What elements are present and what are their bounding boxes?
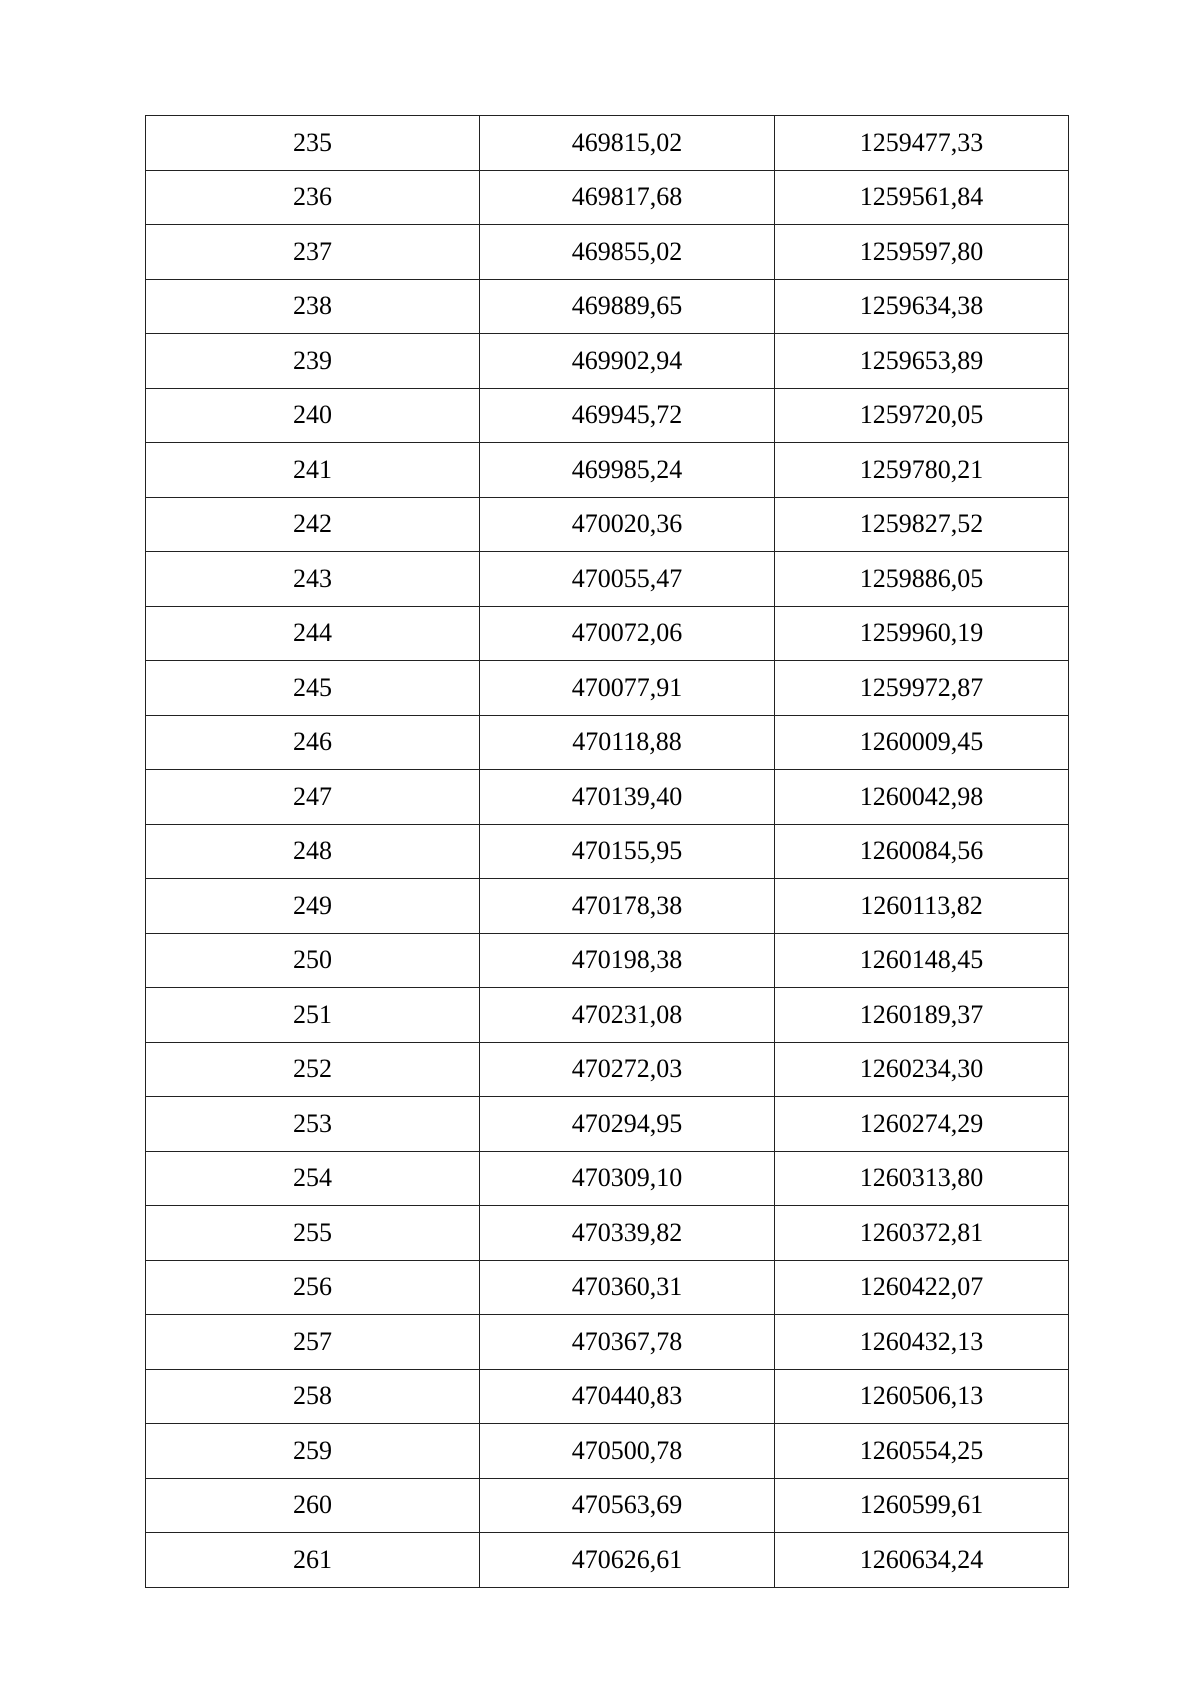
y-coordinate-cell: 1260372,81 — [775, 1206, 1069, 1261]
x-coordinate-cell: 470020,36 — [480, 497, 775, 552]
point-number-cell: 237 — [146, 225, 480, 280]
y-coordinate-cell: 1259886,05 — [775, 552, 1069, 607]
point-number-cell: 253 — [146, 1097, 480, 1152]
y-coordinate-cell: 1260634,24 — [775, 1533, 1069, 1588]
table-row — [146, 1478, 1069, 1533]
point-number-cell: 241 — [146, 443, 480, 498]
point-number-cell: 256 — [146, 1260, 480, 1315]
x-coordinate-cell: 470139,40 — [480, 770, 775, 825]
point-number-cell: 261 — [146, 1533, 480, 1588]
x-coordinate-cell: 470118,88 — [480, 715, 775, 770]
x-coordinate-cell: 470178,38 — [480, 879, 775, 934]
x-coordinate-cell: 470367,78 — [480, 1315, 775, 1370]
x-coordinate-cell: 469945,72 — [480, 388, 775, 443]
y-coordinate-cell: 1259972,87 — [775, 661, 1069, 716]
point-number-cell: 250 — [146, 933, 480, 988]
table-row — [146, 1151, 1069, 1206]
table-row — [146, 606, 1069, 661]
table-row — [146, 1424, 1069, 1479]
table-row — [146, 443, 1069, 498]
y-coordinate-cell: 1260422,07 — [775, 1260, 1069, 1315]
point-number-cell: 259 — [146, 1424, 480, 1479]
y-coordinate-cell: 1260113,82 — [775, 879, 1069, 934]
y-coordinate-cell: 1259780,21 — [775, 443, 1069, 498]
y-coordinate-cell: 1260009,45 — [775, 715, 1069, 770]
table-row — [146, 1097, 1069, 1152]
point-number-cell: 257 — [146, 1315, 480, 1370]
x-coordinate-cell: 470626,61 — [480, 1533, 775, 1588]
y-coordinate-cell: 1259827,52 — [775, 497, 1069, 552]
table-row — [146, 1315, 1069, 1370]
x-coordinate-cell: 470072,06 — [480, 606, 775, 661]
x-coordinate-cell: 470272,03 — [480, 1042, 775, 1097]
y-coordinate-cell: 1260084,56 — [775, 824, 1069, 879]
point-number-cell: 236 — [146, 170, 480, 225]
x-coordinate-cell: 469817,68 — [480, 170, 775, 225]
y-coordinate-cell: 1259653,89 — [775, 334, 1069, 389]
point-number-cell: 249 — [146, 879, 480, 934]
table-row — [146, 497, 1069, 552]
table-row — [146, 279, 1069, 334]
table-row — [146, 552, 1069, 607]
x-coordinate-cell: 470339,82 — [480, 1206, 775, 1261]
x-coordinate-cell: 470440,83 — [480, 1369, 775, 1424]
point-number-cell: 239 — [146, 334, 480, 389]
table-row — [146, 879, 1069, 934]
y-coordinate-cell: 1260599,61 — [775, 1478, 1069, 1533]
x-coordinate-cell: 470231,08 — [480, 988, 775, 1043]
table-row — [146, 1533, 1069, 1588]
table-row — [146, 116, 1069, 171]
x-coordinate-cell: 470198,38 — [480, 933, 775, 988]
y-coordinate-cell: 1259561,84 — [775, 170, 1069, 225]
x-coordinate-cell: 470563,69 — [480, 1478, 775, 1533]
table-row — [146, 933, 1069, 988]
x-coordinate-cell: 470309,10 — [480, 1151, 775, 1206]
table-row — [146, 388, 1069, 443]
y-coordinate-cell: 1260432,13 — [775, 1315, 1069, 1370]
x-coordinate-cell: 469855,02 — [480, 225, 775, 280]
table-row — [146, 1206, 1069, 1261]
point-number-cell: 235 — [146, 116, 480, 171]
y-coordinate-cell: 1259477,33 — [775, 116, 1069, 171]
table-row — [146, 170, 1069, 225]
x-coordinate-cell: 470360,31 — [480, 1260, 775, 1315]
y-coordinate-cell: 1260234,30 — [775, 1042, 1069, 1097]
x-coordinate-cell: 470500,78 — [480, 1424, 775, 1479]
table-row — [146, 715, 1069, 770]
y-coordinate-cell: 1260189,37 — [775, 988, 1069, 1043]
table-row — [146, 988, 1069, 1043]
x-coordinate-cell: 469985,24 — [480, 443, 775, 498]
x-coordinate-cell: 469815,02 — [480, 116, 775, 171]
y-coordinate-cell: 1259597,80 — [775, 225, 1069, 280]
table-row — [146, 225, 1069, 280]
point-number-cell: 247 — [146, 770, 480, 825]
point-number-cell: 252 — [146, 1042, 480, 1097]
table-row — [146, 824, 1069, 879]
table-row — [146, 661, 1069, 716]
y-coordinate-cell: 1260313,80 — [775, 1151, 1069, 1206]
y-coordinate-cell: 1260042,98 — [775, 770, 1069, 825]
point-number-cell: 254 — [146, 1151, 480, 1206]
table-row — [146, 1369, 1069, 1424]
point-number-cell: 251 — [146, 988, 480, 1043]
coordinates-table — [145, 115, 1069, 1588]
point-number-cell: 258 — [146, 1369, 480, 1424]
x-coordinate-cell: 470294,95 — [480, 1097, 775, 1152]
y-coordinate-cell: 1259720,05 — [775, 388, 1069, 443]
y-coordinate-cell: 1260554,25 — [775, 1424, 1069, 1479]
x-coordinate-cell: 469889,65 — [480, 279, 775, 334]
table-row — [146, 770, 1069, 825]
y-coordinate-cell: 1260274,29 — [775, 1097, 1069, 1152]
point-number-cell: 240 — [146, 388, 480, 443]
point-number-cell: 255 — [146, 1206, 480, 1261]
x-coordinate-cell: 469902,94 — [480, 334, 775, 389]
x-coordinate-cell: 470155,95 — [480, 824, 775, 879]
table-row — [146, 334, 1069, 389]
y-coordinate-cell: 1260148,45 — [775, 933, 1069, 988]
point-number-cell: 238 — [146, 279, 480, 334]
y-coordinate-cell: 1259634,38 — [775, 279, 1069, 334]
point-number-cell: 248 — [146, 824, 480, 879]
y-coordinate-cell: 1259960,19 — [775, 606, 1069, 661]
point-number-cell: 246 — [146, 715, 480, 770]
table-row — [146, 1042, 1069, 1097]
point-number-cell: 243 — [146, 552, 480, 607]
x-coordinate-cell: 470055,47 — [480, 552, 775, 607]
point-number-cell: 245 — [146, 661, 480, 716]
table-row — [146, 1260, 1069, 1315]
point-number-cell: 260 — [146, 1478, 480, 1533]
point-number-cell: 244 — [146, 606, 480, 661]
coordinates-table-body — [146, 116, 1069, 1588]
point-number-cell: 242 — [146, 497, 480, 552]
x-coordinate-cell: 470077,91 — [480, 661, 775, 716]
y-coordinate-cell: 1260506,13 — [775, 1369, 1069, 1424]
